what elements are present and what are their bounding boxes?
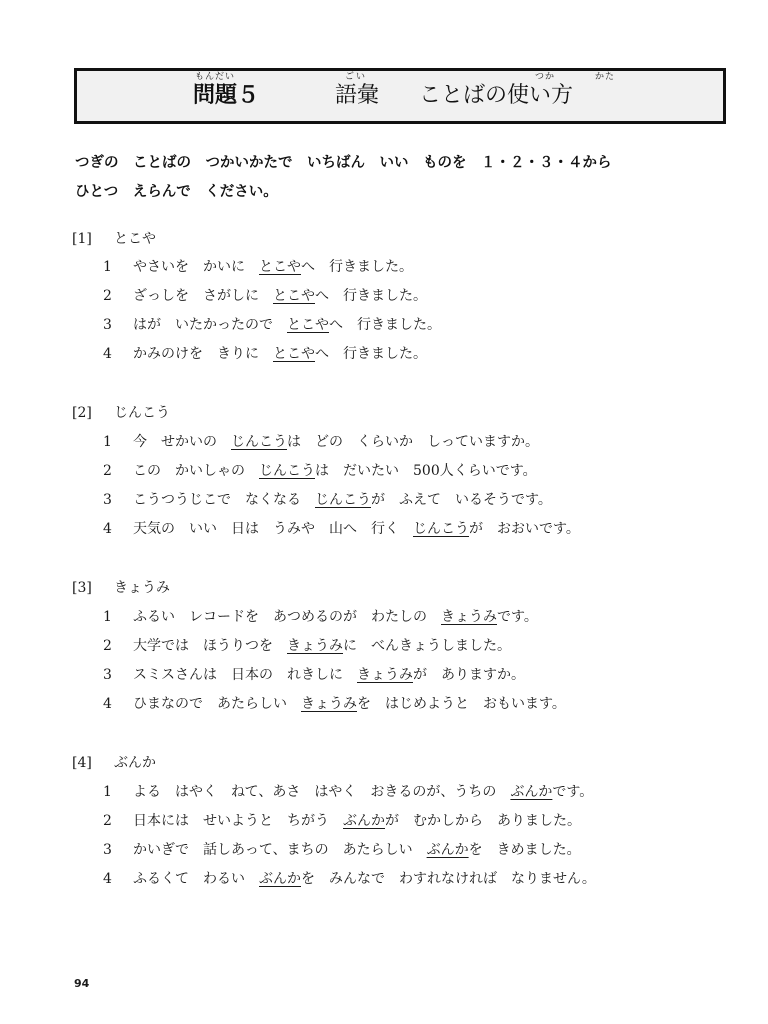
question-2-number: [2]: [72, 405, 92, 421]
question-1-option-3[interactable]: [103, 315, 441, 335]
question-2-option-2[interactable]: [103, 461, 537, 481]
question-4-heading: [72, 753, 156, 773]
option-text-post: へ 行きました。: [329, 317, 441, 333]
question-4-number: [4]: [72, 755, 92, 771]
option-text-post: へ 行きました。: [301, 259, 413, 275]
question-3-option-1[interactable]: [103, 607, 538, 627]
option-text-pre: よる はやく ねて、あさ はやく おきるのが、うちの: [133, 784, 511, 800]
option-text-post: が おおいです。: [469, 521, 580, 537]
option-target-word: とこや: [273, 346, 315, 362]
option-text-post: が むかしから ありました。: [385, 813, 581, 829]
option-number: 4: [103, 871, 112, 887]
option-number: 2: [103, 288, 112, 304]
option-text-pre: ふるくて わるい: [133, 871, 259, 887]
section-title-category: 語彙: [335, 83, 380, 108]
option-text-pre: スミスさんは 日本の れきしに: [133, 667, 357, 683]
section-title-box: [74, 68, 726, 124]
question-1-option-1[interactable]: [103, 257, 413, 277]
question-2-option-4[interactable]: [103, 519, 580, 539]
option-number: 1: [103, 784, 112, 800]
question-4-option-1[interactable]: [103, 782, 593, 802]
question-2-heading: [72, 403, 170, 423]
question-2-option-3[interactable]: [103, 490, 552, 510]
option-text-pre: かみのけを きりに: [133, 346, 273, 362]
section-title-subtitle: ことばの使い方: [419, 83, 574, 108]
option-text-pre: ふるい レコードを あつめるのが わたしの: [133, 609, 441, 625]
option-text-post: へ 行きました。: [315, 346, 427, 362]
option-text-post: です。: [497, 609, 538, 625]
title-ruby-goi: ごい: [345, 72, 368, 82]
option-target-word: きょうみ: [287, 638, 343, 654]
section-title-number: 問題５: [193, 83, 260, 108]
option-target-word: ぶんか: [426, 842, 469, 858]
title-ruby-kata: かた: [595, 72, 616, 82]
instruction-line-1: つぎの ことばの つかいかたで いちばん いい ものを １・２・３・４から: [75, 155, 612, 171]
question-3-option-3[interactable]: [103, 665, 525, 685]
option-target-word: じんこう: [259, 463, 315, 479]
option-target-word: きょうみ: [357, 667, 413, 683]
question-4-option-4[interactable]: [103, 869, 596, 889]
question-3-number: [3]: [72, 580, 92, 596]
option-text-pre: 今 せかいの: [133, 434, 231, 450]
option-text-post: に べんきょうしました。: [343, 638, 511, 654]
question-1-option-4[interactable]: [103, 344, 427, 364]
option-text-post: を はじめようと おもいます。: [357, 696, 566, 712]
question-1-word: とこや: [114, 231, 156, 247]
question-3-option-2[interactable]: [103, 636, 511, 656]
option-text-post: が ありますか。: [413, 667, 525, 683]
question-1-option-2[interactable]: [103, 286, 427, 306]
question-2-word: じんこう: [114, 405, 170, 421]
option-number: 1: [103, 434, 112, 450]
option-number: 4: [103, 521, 112, 537]
option-target-word: じんこう: [315, 492, 371, 508]
instruction-line-2: ひとつ えらんで ください。: [75, 184, 278, 200]
option-number: 3: [103, 317, 112, 333]
option-target-word: じんこう: [413, 521, 469, 537]
title-ruby-mondai: もんだい: [195, 72, 236, 82]
question-4-option-2[interactable]: [103, 811, 581, 831]
option-number: 2: [103, 638, 112, 654]
option-text-post: を きめました。: [468, 842, 581, 858]
option-target-word: ぶんか: [343, 813, 385, 829]
option-number: 4: [103, 696, 112, 712]
title-ruby-tsuka: つか: [535, 72, 556, 82]
option-text-pre: 日本には せいようと ちがう: [133, 813, 343, 829]
option-text-pre: かいぎで 話しあって、まちの あたらしい: [133, 842, 427, 858]
option-text-pre: 天気の いい 日は うみや 山へ 行く: [133, 521, 413, 537]
option-number: 2: [103, 463, 112, 479]
option-target-word: とこや: [287, 317, 329, 333]
option-text-post: は どの くらいか しっていますか。: [287, 434, 539, 450]
option-target-word: きょうみ: [441, 609, 497, 625]
option-number: 1: [103, 609, 112, 625]
option-target-word: きょうみ: [301, 696, 357, 712]
option-number: 1: [103, 259, 112, 275]
question-1-heading: [72, 229, 156, 249]
option-target-word: とこや: [259, 259, 301, 275]
option-number: 4: [103, 346, 112, 362]
option-text-pre: この かいしゃの: [133, 463, 259, 479]
option-text-pre: ひまなので あたらしい: [133, 696, 301, 712]
option-text-pre: 大学では ほうりつを: [133, 638, 287, 654]
option-target-word: ぶんか: [259, 871, 301, 887]
question-1-number: [1]: [72, 231, 92, 247]
option-text-pre: はが いたかったので: [133, 317, 287, 333]
question-4-word: ぶんか: [114, 755, 156, 771]
option-target-word: とこや: [273, 288, 315, 304]
option-text-post: が ふえて いるそうです。: [371, 492, 552, 508]
option-text-post: は だいたい 500人くらいです。: [315, 463, 537, 479]
option-text-pre: こうつうじこで なくなる: [133, 492, 315, 508]
question-3-heading: [72, 578, 170, 598]
option-target-word: ぶんか: [510, 784, 553, 800]
option-target-word: じんこう: [231, 434, 287, 450]
question-3-option-4[interactable]: [103, 694, 566, 714]
option-number: 3: [103, 667, 112, 683]
question-3-word: きょうみ: [114, 580, 170, 596]
option-text-post: を みんなで わすれなければ なりません。: [301, 871, 596, 887]
page-number: 94: [74, 977, 90, 990]
option-number: 3: [103, 842, 112, 858]
option-text-post: です。: [552, 784, 594, 800]
option-number: 2: [103, 813, 112, 829]
option-text-pre: やさいを かいに: [133, 259, 259, 275]
question-2-option-1[interactable]: [103, 432, 539, 452]
question-4-option-3[interactable]: [103, 840, 581, 860]
option-text-pre: ざっしを さがしに: [133, 288, 273, 304]
option-text-post: へ 行きました。: [315, 288, 427, 304]
option-number: 3: [103, 492, 112, 508]
